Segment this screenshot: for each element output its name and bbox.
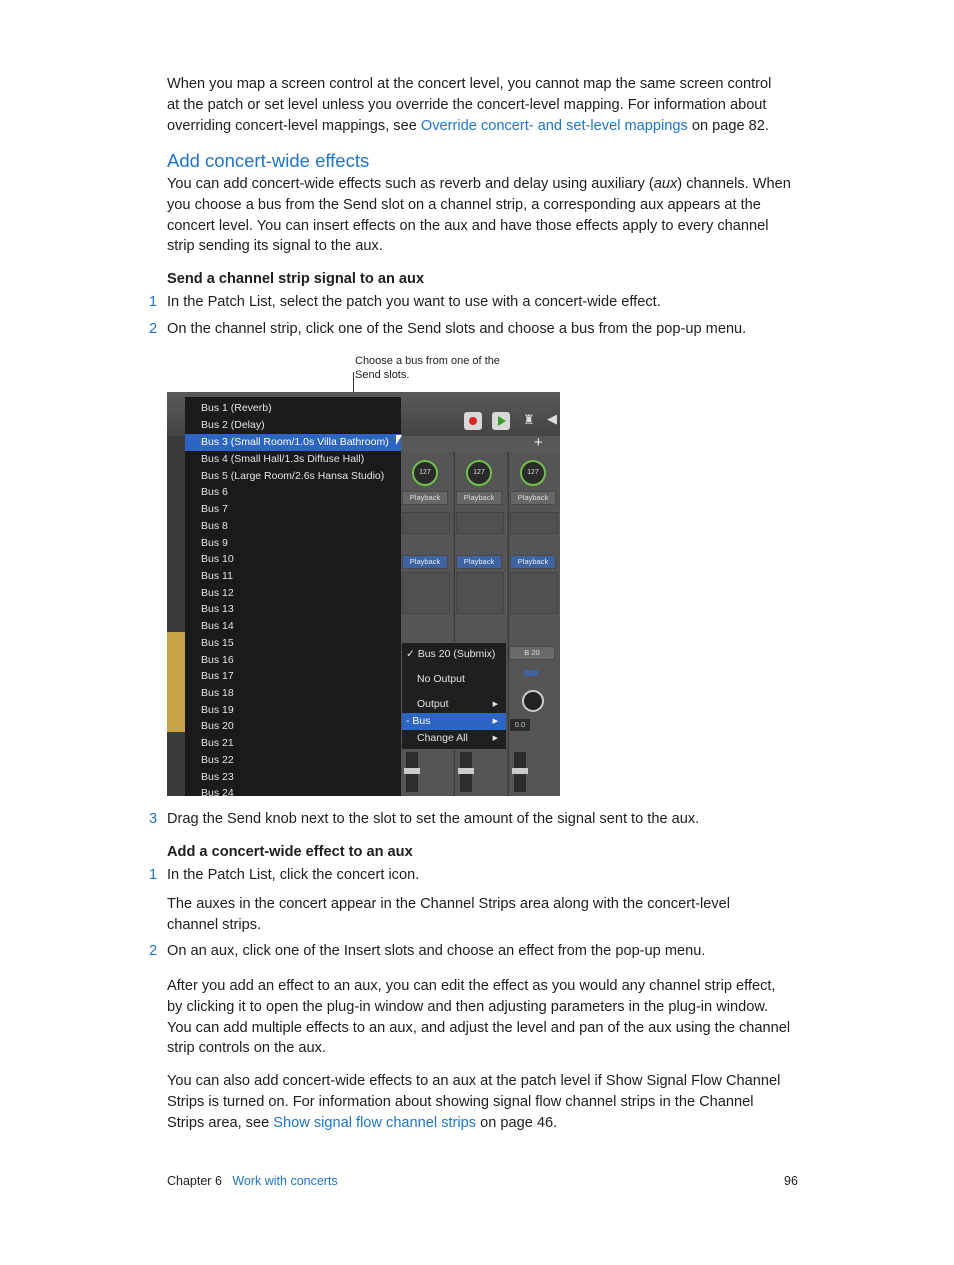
footer-chapter xyxy=(167,1174,338,1188)
effects-line-1: After you add an effect to an aux, you can edit the effect as you would any channel strip effect, xyxy=(167,978,776,994)
output-slot[interactable]: Playback xyxy=(402,555,448,569)
bus-menu-item[interactable]: Bus 2 (Delay) xyxy=(201,419,265,431)
bus-menu-item[interactable]: Bus 17 xyxy=(201,670,234,682)
aux-term: aux xyxy=(653,176,678,192)
input-slot[interactable]: Playback xyxy=(402,491,448,505)
output-slot[interactable]: Playback xyxy=(510,555,556,569)
intro-line-3-text: overriding concert-level mappings, see xyxy=(167,117,421,134)
popup-item-bus20[interactable]: ✓ Bus 20 (Submix) xyxy=(406,648,496,660)
section-paragraph xyxy=(167,174,802,257)
step-number: 1 xyxy=(149,294,158,310)
section-line-1 xyxy=(167,174,802,195)
add-icon[interactable]: + xyxy=(534,434,543,451)
bus-menu-item-selected[interactable]: Bus 3 (Small Room/1.0s Villa Bathroom) xyxy=(185,434,401,451)
section-line-1-tail: ) channels. When xyxy=(677,176,791,192)
popup-item-no-output[interactable]: No Output xyxy=(417,673,465,685)
play-button[interactable] xyxy=(492,412,510,430)
intro-line-2: at the patch or set level unless you override the concert-level mapping. For information about xyxy=(167,96,767,113)
input-slot[interactable]: Playback xyxy=(456,491,502,505)
signal-flow-line-3-tail: on page 46. xyxy=(476,1114,558,1131)
metronome-icon[interactable]: ♜ xyxy=(523,412,535,427)
insert-slot[interactable] xyxy=(456,512,504,534)
chapter-link[interactable]: Work with concerts xyxy=(232,1174,338,1188)
effects-paragraph xyxy=(167,976,802,1059)
bus-menu-item[interactable]: Bus 15 xyxy=(201,637,234,649)
send-area xyxy=(510,572,558,614)
gain-knob[interactable]: 127 xyxy=(520,460,546,486)
task1-title: Send a channel strip signal to an aux xyxy=(167,271,425,287)
bus-menu-item[interactable]: Bus 23 xyxy=(201,771,234,783)
fader-handle[interactable] xyxy=(404,768,420,774)
step-text: On the channel strip, click one of the Send slots and choose a bus from the pop-up menu. xyxy=(167,321,747,337)
note-line-1: The auxes in the concert appear in the Channel Strips area along with the concert-level xyxy=(167,896,730,912)
bus-menu-item[interactable]: Bus 20 xyxy=(201,720,234,732)
intro-line-3-tail: on page 82. xyxy=(687,117,769,134)
bus-menu-item[interactable]: Bus 10 xyxy=(201,553,234,565)
section-line-1-text: You can add concert-wide effects such as reverb and delay using auxiliary ( xyxy=(167,176,654,192)
bus-menu-item[interactable]: Bus 18 xyxy=(201,687,234,699)
intro-paragraph xyxy=(167,74,802,136)
bus-menu-item[interactable]: Bus 6 xyxy=(201,486,228,498)
speaker-icon[interactable]: ◀ xyxy=(547,411,557,426)
send-area xyxy=(402,572,450,614)
bus-menu-item[interactable]: Bus 11 xyxy=(201,570,233,582)
cursor-icon xyxy=(396,435,402,445)
show-signal-flow-link[interactable]: Show signal flow channel strips xyxy=(273,1114,477,1131)
signal-flow-line-1: You can also add concert-wide effects to an aux at the patch level if Show Signal Flow Channel xyxy=(167,1073,781,1089)
insert-slot[interactable] xyxy=(402,512,450,534)
step-number: 3 xyxy=(149,811,158,827)
output-slot[interactable]: Playback xyxy=(456,555,502,569)
pan-indicator xyxy=(524,670,538,676)
step-note xyxy=(167,894,802,936)
bus-menu-item[interactable]: Bus 8 xyxy=(201,520,228,532)
output-popup-menu xyxy=(401,642,507,750)
popup-output-label: Output xyxy=(417,698,449,710)
step-number: 2 xyxy=(149,321,158,337)
callout-line-2: Send slots. xyxy=(355,369,410,381)
insert-slot[interactable] xyxy=(510,512,558,534)
popup-item-output[interactable] xyxy=(402,696,506,713)
effects-line-3: You can add multiple effects to an aux, and adjust the level and pan of the aux using the channel xyxy=(167,1019,791,1036)
gain-knob[interactable]: 127 xyxy=(466,460,492,486)
record-button[interactable] xyxy=(464,412,482,430)
step-text: In the Patch List, select the patch you want to use with a concert-wide effect. xyxy=(167,294,661,310)
keyboard-icon xyxy=(167,632,185,732)
step-text: On an aux, click one of the Insert slots and choose an effect from the pop-up menu. xyxy=(167,943,706,959)
intro-line-3 xyxy=(167,116,802,137)
signal-flow-line-3 xyxy=(167,1113,802,1134)
send-area xyxy=(456,572,504,614)
bus-menu-item[interactable]: Bus 7 xyxy=(201,503,228,515)
chapter-number: Chapter 6 xyxy=(167,1174,222,1188)
mainstage-screenshot xyxy=(167,392,560,796)
submenu-arrow-icon: ▶ xyxy=(492,701,498,708)
signal-flow-line-3-text: Strips area, see xyxy=(167,1114,274,1131)
note-line-2: channel strips. xyxy=(167,916,262,933)
bus-menu-item[interactable]: Bus 19 xyxy=(201,704,234,716)
fader-handle[interactable] xyxy=(512,768,528,774)
volume-knob[interactable] xyxy=(522,690,544,712)
popup-bus-label: - Bus xyxy=(406,715,431,727)
bus-menu-item[interactable]: Bus 14 xyxy=(201,620,234,632)
override-mappings-link[interactable]: Override concert- and set-level mappings xyxy=(420,117,688,134)
popup-change-all-label: Change All xyxy=(417,732,468,744)
submenu-arrow-icon: ▶ xyxy=(492,735,498,742)
step-number: 1 xyxy=(149,867,158,883)
bus-menu-item[interactable]: Bus 1 (Reverb) xyxy=(201,402,272,414)
figure-callout xyxy=(355,354,525,382)
input-slot[interactable]: Playback xyxy=(510,491,556,505)
bus-menu-item[interactable]: Bus 21 xyxy=(201,737,234,749)
signal-flow-paragraph xyxy=(167,1071,802,1133)
bus-menu-item[interactable]: Bus 4 (Small Hall/1.3s Diffuse Hall) xyxy=(201,453,365,465)
section-line-4: strip sending its signal to the aux. xyxy=(167,238,383,255)
bus-menu-item[interactable]: Bus 9 xyxy=(201,537,228,549)
step-text: In the Patch List, click the concert icon. xyxy=(167,867,420,883)
level-readout: 0.0 xyxy=(510,719,530,731)
bus-menu-item[interactable]: Bus 12 xyxy=(201,587,234,599)
callout-line-1: Choose a bus from one of the xyxy=(355,355,500,367)
bus-menu-item[interactable]: Bus 13 xyxy=(201,603,234,615)
bus-menu-item[interactable]: Bus 16 xyxy=(201,654,234,666)
bus-menu-item[interactable]: Bus 22 xyxy=(201,754,234,766)
bus-menu-item[interactable]: Bus 24 xyxy=(201,787,234,796)
section-line-3: concert level. You can insert effects on the aux and have those effects apply to every channel xyxy=(167,217,769,234)
effects-line-2: by clicking it to open the plug-in window and then adjusting parameters in the plug-in window. xyxy=(167,998,769,1015)
step-text: Drag the Send knob next to the slot to set the amount of the signal sent to the aux. xyxy=(167,811,700,827)
aux-label: B 20 xyxy=(509,646,555,660)
section-line-2: you choose a bus from the Send slot on a channel strip, a corresponding aux appears at the xyxy=(167,196,761,213)
signal-flow-line-2: Strips is turned on. For information about showing signal flow channel strips in the Channel xyxy=(167,1093,754,1110)
fader-handle[interactable] xyxy=(458,768,474,774)
gain-knob[interactable]: 127 xyxy=(412,460,438,486)
step-number: 2 xyxy=(149,943,158,959)
page-number: 96 xyxy=(784,1174,798,1188)
popup-item-change-all[interactable] xyxy=(402,730,506,747)
effects-line-4: strip controls on the aux. xyxy=(167,1040,326,1057)
popup-item-bus[interactable] xyxy=(402,713,506,730)
submenu-arrow-icon: ▶ xyxy=(492,718,498,725)
bus-menu-item[interactable]: Bus 5 (Large Room/2.6s Hansa Studio) xyxy=(201,470,385,482)
section-title: Add concert-wide effects xyxy=(167,150,370,171)
bus-menu xyxy=(185,397,401,796)
task2-title: Add a concert-wide effect to an aux xyxy=(167,844,413,860)
intro-line-1: When you map a screen control at the concert level, you cannot map the same screen control xyxy=(167,76,772,92)
